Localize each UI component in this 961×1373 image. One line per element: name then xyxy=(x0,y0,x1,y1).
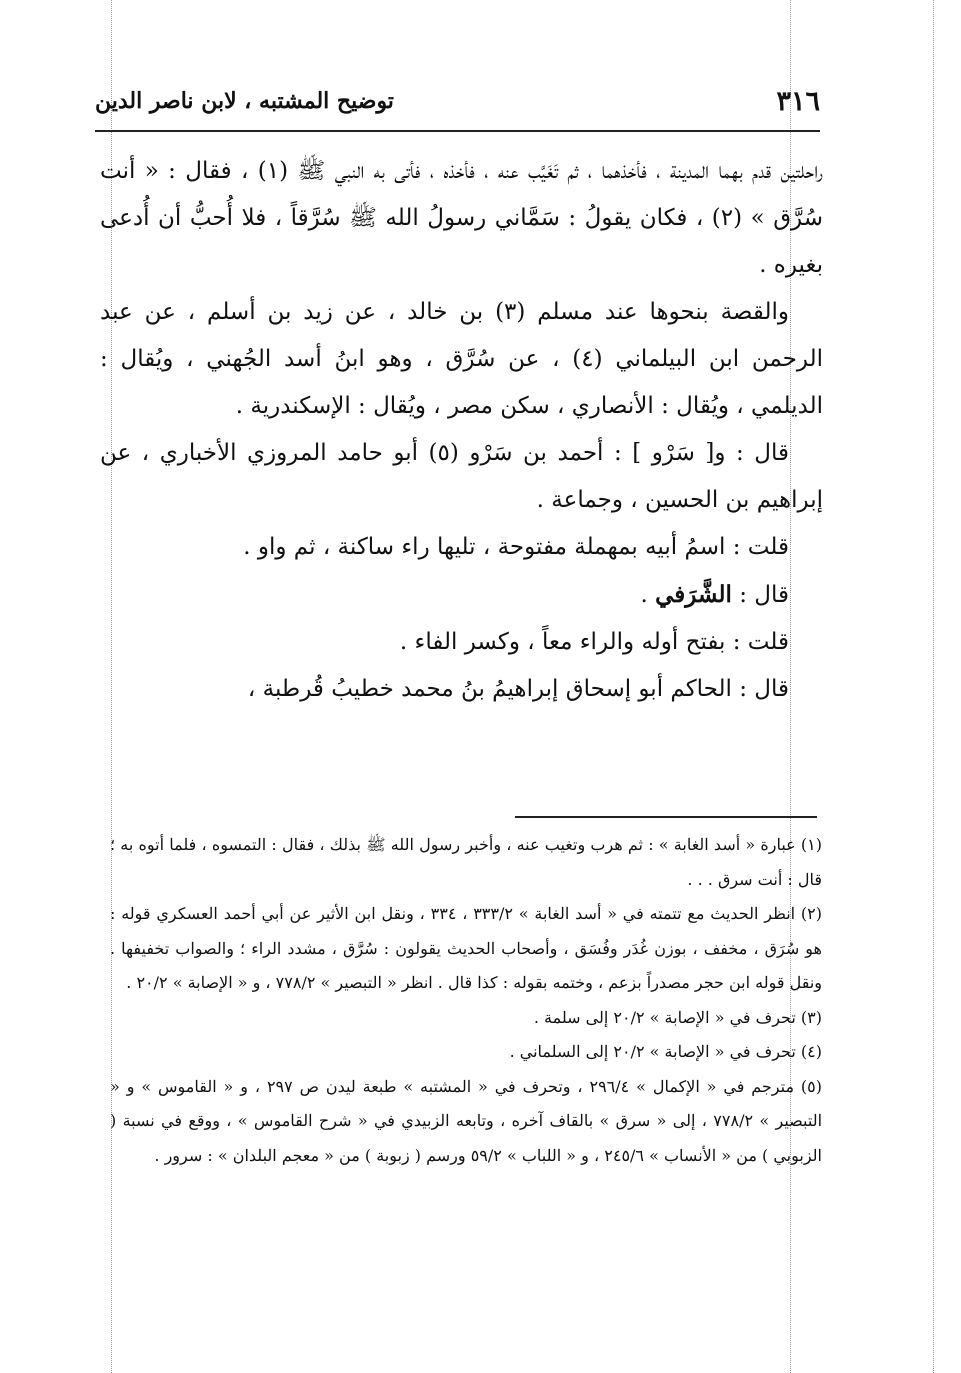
footnote-separator xyxy=(515,816,817,818)
page-header xyxy=(95,78,820,132)
paragraph: قلت : اسمُ أبيه بمهملة مفتوحة ، تليها راء ساكنة ، ثم واو . xyxy=(243,534,789,560)
footnote: (٣) تحرف في « الإصابة » ٢٠/٢ إلى سلمة . xyxy=(533,1007,822,1027)
footnote: (١) عبارة « أسد الغابة » : ثم هرب وتغيب عنه ، وأخبر رسول الله ﷺ بذلك ، فقال : التمسوه ، فلما أتوه به ؛ قال : أنت سرق . . . xyxy=(110,835,822,889)
running-title: توضيح المشتبه ، لابن ناصر الدين xyxy=(95,88,394,114)
bold-term: الشَّرَفي xyxy=(655,581,732,608)
paragraph: قال : و[ سَرْو ] : أحمد بن سَرْو (٥) أبو حامد المروزي الأخباري ، عن إبراهيم بن الحسين ، وجماعة . xyxy=(100,440,823,513)
paragraph: والقصة بنحوها عند مسلم (٣) بن خالد ، عن زيد بن أسلم ، عن عبد الرحمن ابن البيلماني (٤) ، عن سُرَّق ، وهو ابنُ أسد الجُهني ، ويُقال : الديلمي ، ويُقال : الأنصاري ، سكن مصر ، ويُقال : الإسكندرية . xyxy=(100,299,823,419)
footnote: (٥) مترجم في « الإكمال » ٢٩٦/٤ ، وتحرف في « المشتبه » طبعة ليدن ص ٢٩٧ ، و « القاموس » و « التبصير » ٧٧٨/٢ ، إلى « سرق » بالقاف آخره ، وتابعه الزبيدي في « شرح القاموس » ، ووقع في نسبة ( الزبوبي ) من « الأنساب » ٢٤٥/٦ ، و « اللباب » ٥٩/٢ ورسم ( زبوبة ) من « معجم البلدان » : سرور . xyxy=(110,1076,823,1165)
main-text xyxy=(100,148,823,713)
sentence-end: . xyxy=(640,582,656,608)
page-number: ٣١٦ xyxy=(776,86,820,117)
qala-label: قال : xyxy=(731,582,789,608)
footnotes xyxy=(110,828,822,1173)
footnote: (٢) انظر الحديث مع تتمته في « أسد الغابة » ٣٣٣/٢ ، ٣٣٤ ، ونقل ابن الأثير عن أبي أحمد العسكري قوله : هو سُرَق ، مخفف ، بوزن غُدَر وفُسَق ، وأصحاب الحديث يقولون : سُرَّق ، مشدد الراء ؛ والصواب تخفيفها . ونقل قوله ابن حجر مصدراً بزعم ، وختمه بقوله : كذا قال . انظر « التبصير » ٧٧٨/٢ ، و « الإصابة » ٢٠/٢ . xyxy=(110,904,823,992)
paragraph xyxy=(100,571,823,619)
scan-fold-line xyxy=(933,0,934,1373)
paragraph: قال : الحاكم أبو إسحاق إبراهيمُ بنُ محمد خطيبُ قُرطبة ، xyxy=(247,676,789,702)
footnote: (٤) تحرف في « الإصابة » ٢٠/٢ إلى السلماني . xyxy=(509,1042,822,1061)
paragraph: راحلتين قدم بهما المدينة ، فأخذهما ، ثم تَغَيَّب عنه ، فأخذه ، فأتى به النبي ﷺ (١) ، فقال : « أنت سُرَّق » (٢) ، فكان يقولُ : سَمَّاني رسولُ الله ﷺ سُرَّقاً ، فلا أُحبُّ أن أُدعى بغيره . xyxy=(100,158,824,278)
paragraph: قلت : بفتح أوله والراء معاً ، وكسر الفاء . xyxy=(399,629,789,655)
